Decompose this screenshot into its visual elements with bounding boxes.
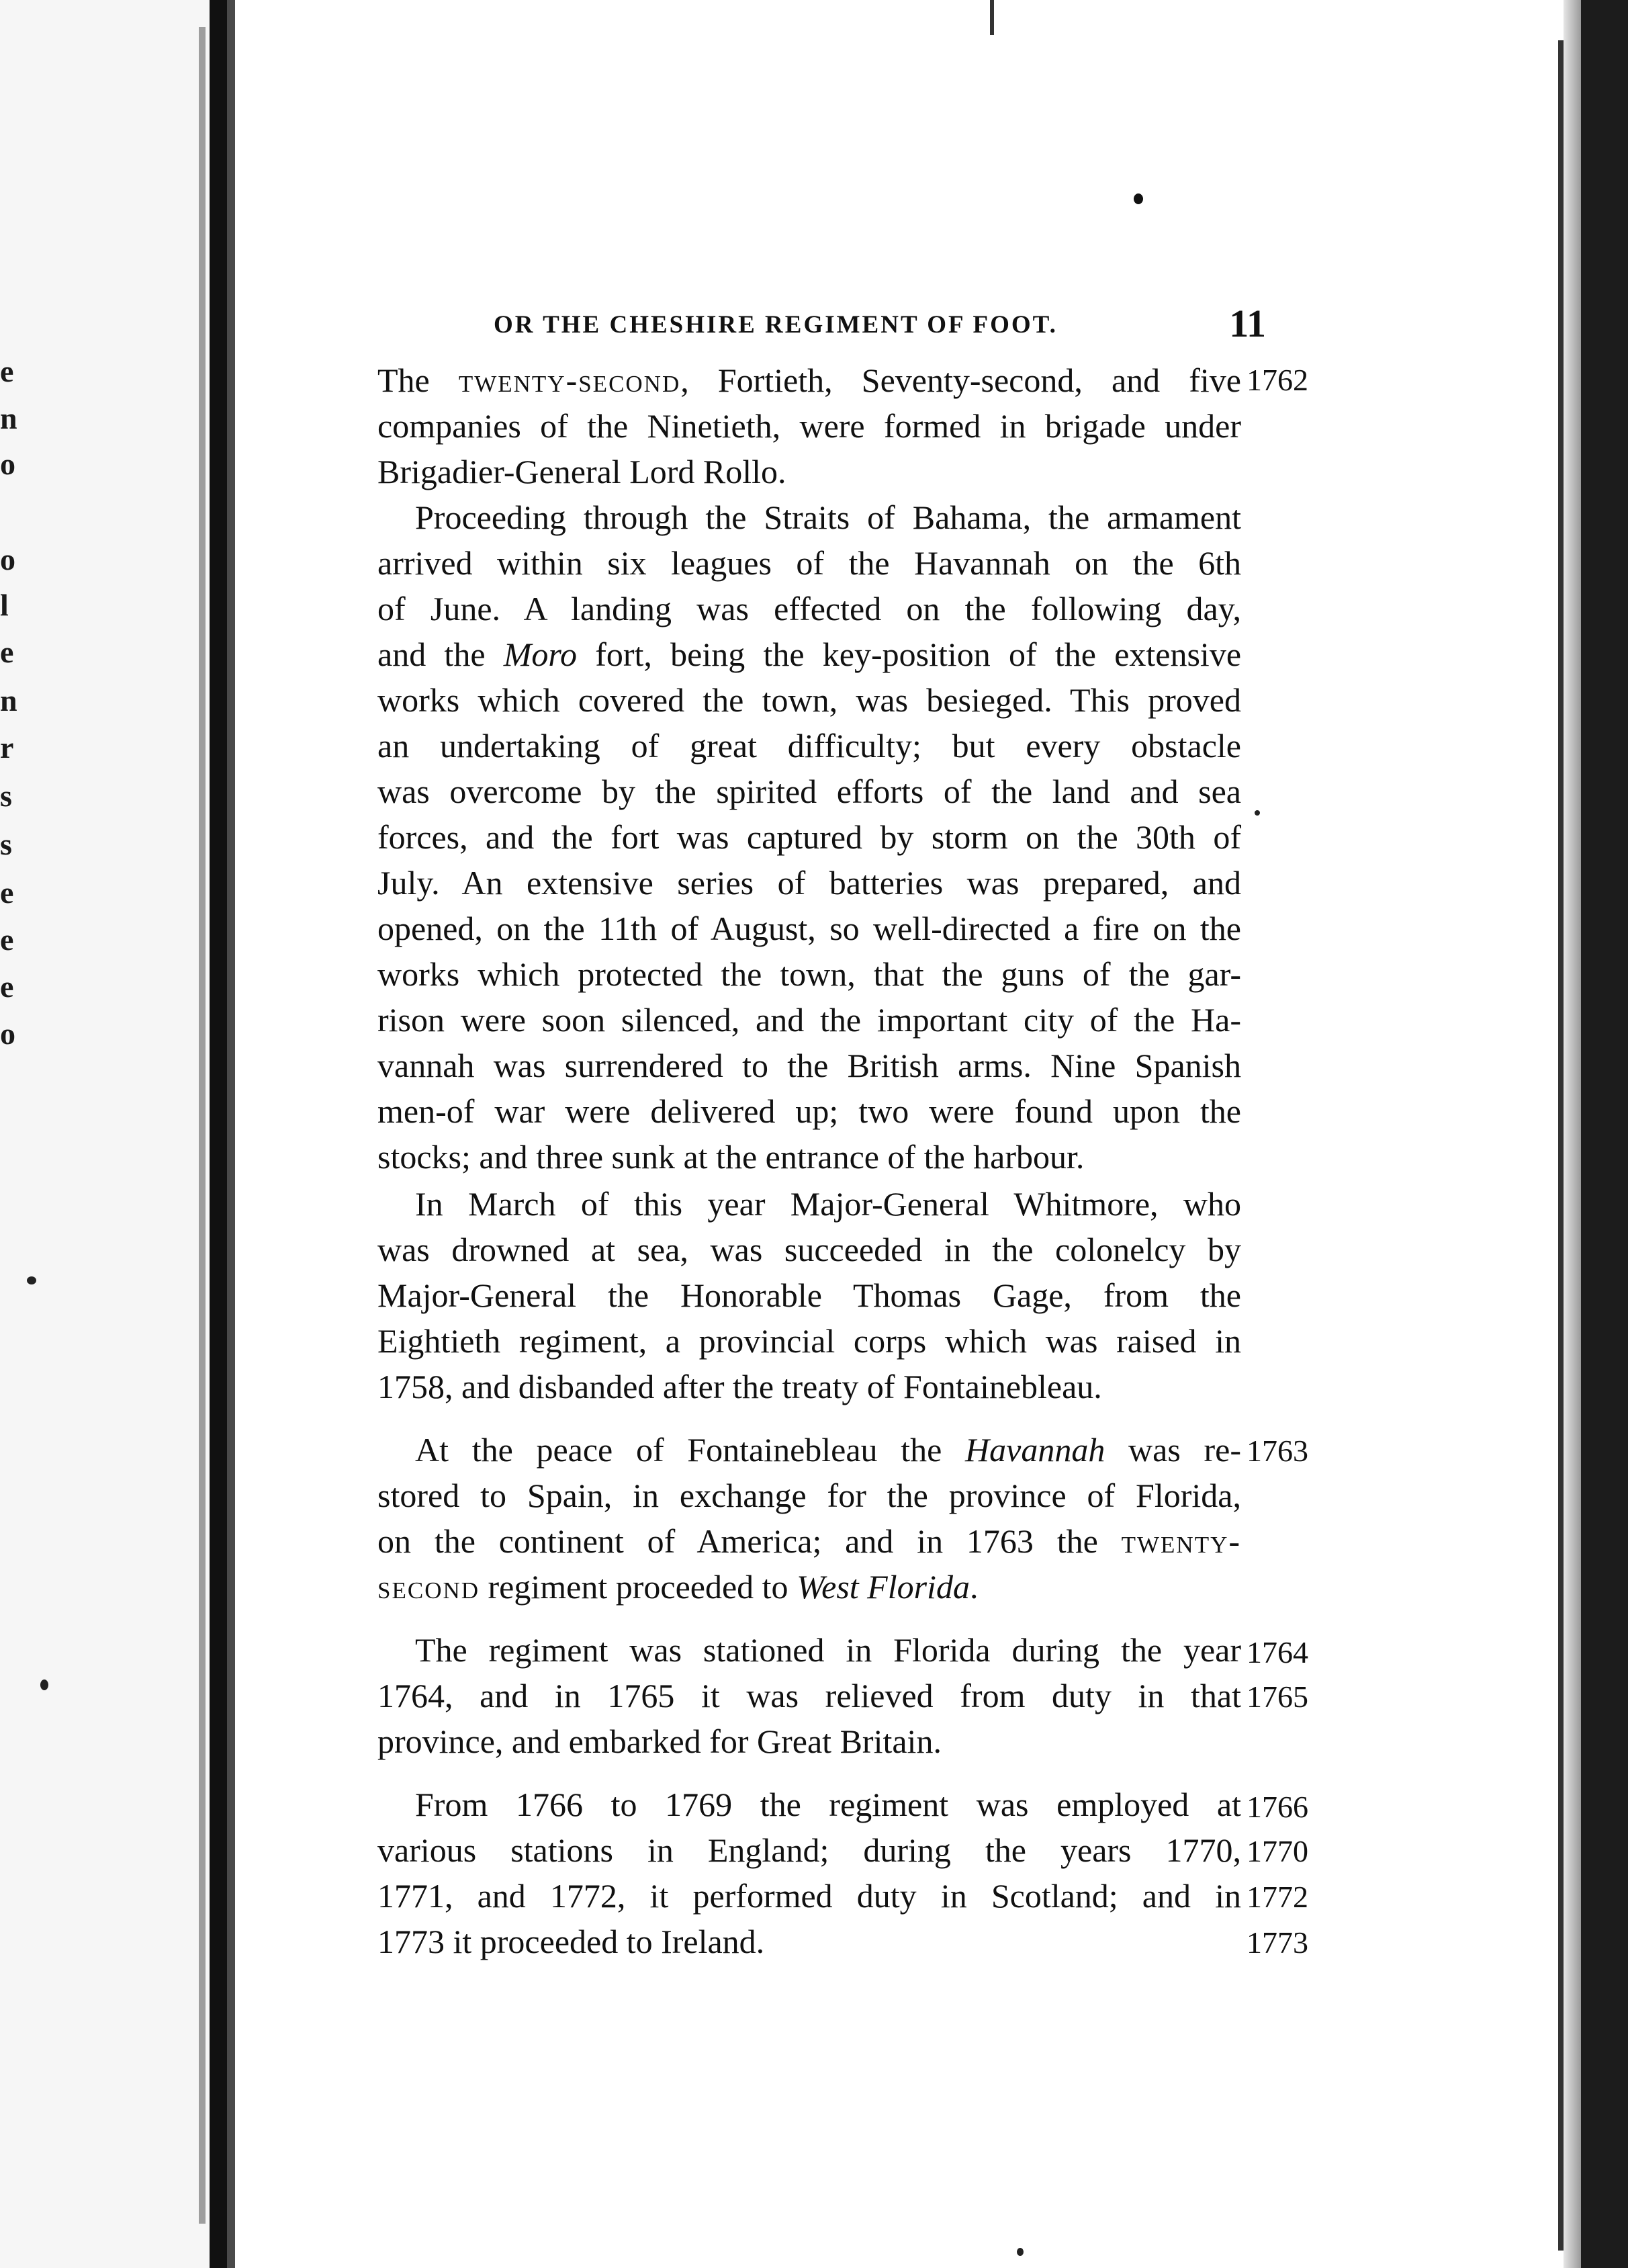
page-number: 11 [1229, 302, 1266, 345]
gutter-shadow [227, 0, 235, 2268]
text-line: 1758, and disbanded after the treaty of Fontainebleau. [377, 1368, 1102, 1405]
text-line: forces, and the fort was captured by storm on the 30th of [377, 818, 1241, 856]
text-line: 1773 it proceeded to Ireland. [377, 1923, 765, 1960]
running-title: OR THE CHESHIRE REGIMENT OF FOOT. [494, 311, 1058, 339]
paragraph-first-line: The regiment was stationed in Florida during the year [415, 1631, 1241, 1669]
printer-dot [1134, 193, 1143, 204]
margin-year: 1770 [1247, 1834, 1308, 1868]
left-fragment-letter: e [0, 354, 14, 388]
book-gutter [210, 0, 227, 2268]
small-caps-text: second [377, 1568, 480, 1606]
paragraph-first-line: In March of this year Major-General Whitmore, who [415, 1185, 1241, 1223]
left-fragment-letter: n [0, 401, 17, 435]
stray-dot [1017, 2248, 1024, 2256]
stray-dot [27, 1276, 36, 1284]
left-fragment-letter: o [0, 447, 15, 481]
text-line: stocks; and three sunk at the entrance of the harbour. [377, 1138, 1085, 1176]
left-fragment-letter: s [0, 779, 12, 813]
margin-year: 1772 [1247, 1880, 1308, 1914]
text-line: The twenty-second, Fortieth, Seventy-second, and five [377, 361, 1241, 399]
text-line: province, and embarked for Great Britain. [377, 1722, 942, 1760]
top-edge-mark [990, 0, 994, 35]
left-facing-page [0, 0, 210, 2268]
text-line: of June. A landing was effected on the following day, [377, 590, 1241, 627]
text-line: 1771, and 1772, it performed duty in Scotland; and in [377, 1877, 1241, 1915]
text-line: vannah was surrendered to the British arms. Nine Spanish [377, 1047, 1241, 1084]
left-fragment-letter: l [0, 588, 9, 622]
left-fragment-letter: s [0, 827, 12, 861]
left-fragment-letter: e [0, 922, 14, 957]
text-line: on the continent of America; and in 1763 the twenty- [377, 1522, 1241, 1560]
text-line: arrived within six leagues of the Havannah on the 6th [377, 544, 1241, 582]
margin-year: 1766 [1247, 1790, 1308, 1824]
text-line: an undertaking of great difficulty; but every obstacle [377, 727, 1241, 765]
margin-year: 1762 [1247, 363, 1308, 397]
left-fragment-letter: e [0, 969, 14, 1004]
text-line: companies of the Ninetieth, were formed in brigade under [377, 407, 1241, 445]
text-line: stored to Spain, in exchange for the province of Florida, [377, 1477, 1241, 1514]
text-line: works which protected the town, that the guns of the gar- [377, 955, 1241, 993]
text-line: July. An extensive series of batteries was prepared, and [377, 864, 1241, 902]
text-line: rison were soon silenced, and the important city of the Ha- [377, 1001, 1241, 1039]
left-fragment-letter: o [0, 1016, 15, 1051]
stray-dot [1255, 810, 1260, 816]
italic-text: West Florida [797, 1568, 970, 1606]
left-fragment-letter: n [0, 683, 17, 717]
left-fragment-letter: e [0, 875, 14, 910]
paragraph-first-line: From 1766 to 1769 the regiment was employed at [415, 1786, 1241, 1823]
right-page-shade [1564, 0, 1581, 2268]
text-line: Eightieth regiment, a provincial corps which was raised in [377, 1322, 1241, 1360]
italic-text: Moro [503, 636, 578, 673]
stray-dot [40, 1680, 48, 1690]
text-line: Brigadier-General Lord Rollo. [377, 453, 786, 490]
text-line: was drowned at sea, was succeeded in the colonelcy by [377, 1231, 1241, 1268]
text-line: was overcome by the spirited efforts of the land and sea [377, 773, 1241, 810]
text-line: works which covered the town, was besieged. This proved [377, 681, 1241, 719]
text-line: Major-General the Honorable Thomas Gage, from the [377, 1276, 1241, 1314]
small-caps-text: twenty- [1121, 1522, 1241, 1560]
margin-year: 1765 [1247, 1680, 1308, 1714]
italic-text: Havannah [965, 1431, 1105, 1469]
left-fragment-letter: r [0, 730, 14, 765]
right-page-edge-line [1558, 40, 1564, 2251]
small-caps-text: twenty-second [458, 361, 681, 399]
text-line: various stations in England; during the years 1770, [377, 1831, 1241, 1869]
text-line: 1764, and in 1765 it was relieved from duty in that [377, 1677, 1241, 1714]
left-fragment-letter: e [0, 635, 14, 669]
text-line: men-of war were delivered up; two were found upon the [377, 1092, 1241, 1130]
paragraph-first-line: Proceeding through the Straits of Bahama, the armament [415, 498, 1241, 536]
right-binding-edge [1581, 0, 1628, 2268]
margin-year: 1773 [1247, 1925, 1308, 1960]
text-line: and the Moro fort, being the key-position of the extensive [377, 636, 1242, 673]
running-header [494, 301, 1273, 345]
left-page-edge [199, 27, 206, 2224]
margin-year: 1763 [1247, 1434, 1308, 1468]
margin-year: 1764 [1247, 1635, 1308, 1669]
text-line: second regiment proceeded to West Florida. [377, 1568, 979, 1606]
left-fragment-letter: o [0, 542, 15, 576]
paragraph-first-line: At the peace of Fontainebleau the Havannah was re- [415, 1431, 1241, 1469]
text-line: opened, on the 11th of August, so well-directed a fire on the [377, 910, 1241, 947]
